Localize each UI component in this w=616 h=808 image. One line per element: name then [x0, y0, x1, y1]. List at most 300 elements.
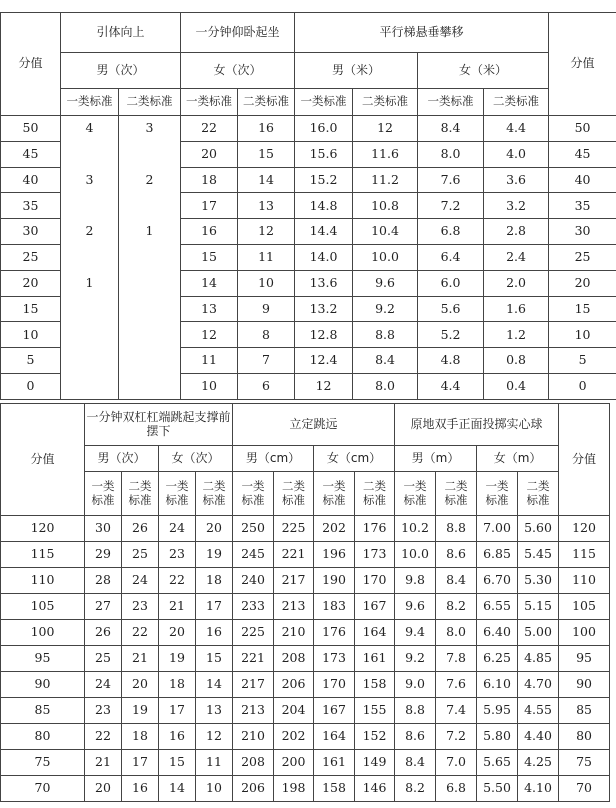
value-cell: 7	[238, 348, 295, 374]
score-cell: 95	[1, 646, 85, 672]
std2-label-bottom: 标准	[202, 492, 226, 507]
table-row	[1, 219, 616, 245]
value-cell: 12	[295, 373, 353, 399]
value-cell: 202	[314, 516, 355, 542]
value-cell: 183	[314, 594, 355, 620]
value-cell: 8.6	[436, 542, 477, 568]
value-cell: 202	[274, 724, 314, 750]
score-cell: 75	[559, 750, 610, 776]
value-cell: 1	[119, 219, 181, 245]
value-cell: 14	[159, 776, 196, 802]
value-cell: 27	[85, 594, 122, 620]
std2-header	[274, 472, 314, 516]
value-cell: 18	[196, 568, 233, 594]
value-cell	[61, 322, 119, 348]
value-cell: 2.0	[484, 270, 549, 296]
value-cell: 10.8	[353, 193, 418, 219]
std1-header: 一类标准	[418, 89, 484, 116]
value-cell: 28	[85, 568, 122, 594]
bars-male-unit: 男（次）	[85, 446, 159, 472]
std2-label-top: 二类	[526, 479, 550, 494]
value-cell: 5.95	[477, 698, 518, 724]
value-cell: 6.10	[477, 672, 518, 698]
score-cell: 50	[549, 116, 616, 142]
bars-female-unit: 女（次）	[159, 446, 233, 472]
value-cell: 5.65	[477, 750, 518, 776]
value-cell: 11	[181, 348, 238, 374]
value-cell: 18	[159, 672, 196, 698]
value-cell: 12.4	[295, 348, 353, 374]
score-cell: 120	[559, 516, 610, 542]
jump-male-unit: 男（cm）	[233, 446, 314, 472]
pullup-header: 引体向上	[61, 13, 181, 53]
value-cell: 8.4	[353, 348, 418, 374]
table-row	[1, 646, 610, 672]
ladder-female-unit: 女（米）	[418, 53, 549, 89]
value-cell: 25	[85, 646, 122, 672]
ball-male-unit: 男（m）	[395, 446, 477, 472]
value-cell: 4.25	[518, 750, 559, 776]
value-cell: 9.6	[395, 594, 436, 620]
value-cell: 29	[85, 542, 122, 568]
value-cell: 6.85	[477, 542, 518, 568]
value-cell: 20	[122, 672, 159, 698]
table-row	[1, 270, 616, 296]
score-cell: 5	[549, 348, 616, 374]
std1-label-top: 一类	[91, 479, 115, 494]
value-cell: 12.8	[295, 322, 353, 348]
score-cell: 0	[1, 373, 61, 399]
jump-female-unit: 女（cm）	[314, 446, 395, 472]
value-cell: 12	[353, 116, 418, 142]
value-cell: 8.4	[418, 116, 484, 142]
value-cell	[61, 296, 119, 322]
value-cell: 4.85	[518, 646, 559, 672]
value-cell: 7.2	[418, 193, 484, 219]
score-cell: 90	[559, 672, 610, 698]
value-cell: 250	[233, 516, 274, 542]
table-row	[1, 167, 616, 193]
value-cell: 13.2	[295, 296, 353, 322]
table-row	[1, 141, 616, 167]
value-cell: 9.0	[395, 672, 436, 698]
value-cell: 15.6	[295, 141, 353, 167]
value-cell: 17	[196, 594, 233, 620]
value-cell: 13.6	[295, 270, 353, 296]
value-cell: 5.60	[518, 516, 559, 542]
score-cell: 35	[549, 193, 616, 219]
value-cell: 15	[196, 646, 233, 672]
situp-header: 一分钟仰卧起坐	[181, 13, 295, 53]
value-cell: 23	[122, 594, 159, 620]
score-cell: 110	[559, 568, 610, 594]
pullup-male-unit: 男（次）	[61, 53, 181, 89]
value-cell	[119, 244, 181, 270]
value-cell: 16	[238, 116, 295, 142]
value-cell: 6.8	[418, 219, 484, 245]
std1-header: 一类标准	[295, 89, 353, 116]
value-cell: 173	[355, 542, 395, 568]
value-cell	[61, 244, 119, 270]
score-cell: 75	[1, 750, 85, 776]
std2-header: 二类标准	[353, 89, 418, 116]
value-cell: 12	[181, 322, 238, 348]
value-cell	[119, 296, 181, 322]
value-cell: 164	[355, 620, 395, 646]
score-cell: 110	[1, 568, 85, 594]
std2-label-bottom: 标准	[526, 492, 550, 507]
value-cell: 7.4	[436, 698, 477, 724]
value-cell: 2.8	[484, 219, 549, 245]
value-cell: 7.00	[477, 516, 518, 542]
score-cell: 30	[549, 219, 616, 245]
bars-jump-ball-table	[0, 403, 610, 802]
value-cell: 4	[61, 116, 119, 142]
value-cell: 200	[274, 750, 314, 776]
score-cell: 100	[1, 620, 85, 646]
value-cell: 16	[196, 620, 233, 646]
value-cell: 9.2	[395, 646, 436, 672]
std2-label-bottom: 标准	[363, 492, 387, 507]
value-cell: 161	[314, 750, 355, 776]
value-cell: 21	[122, 646, 159, 672]
value-cell: 10.0	[395, 542, 436, 568]
score-cell: 45	[1, 141, 61, 167]
standing-jump-header: 立定跳远	[233, 404, 395, 446]
value-cell: 5.00	[518, 620, 559, 646]
std2-label-top: 二类	[202, 479, 226, 494]
score-cell: 25	[549, 244, 616, 270]
value-cell: 8.8	[353, 322, 418, 348]
value-cell: 22	[159, 568, 196, 594]
value-cell: 20	[85, 776, 122, 802]
value-cell: 13	[181, 296, 238, 322]
value-cell: 3.2	[484, 193, 549, 219]
value-cell: 4.55	[518, 698, 559, 724]
value-cell: 221	[274, 542, 314, 568]
score-cell: 25	[1, 244, 61, 270]
value-cell: 10	[181, 373, 238, 399]
value-cell: 15.2	[295, 167, 353, 193]
std2-header	[122, 472, 159, 516]
value-cell: 210	[233, 724, 274, 750]
score-header-right: 分值	[549, 13, 616, 116]
score-cell: 105	[559, 594, 610, 620]
score-cell: 40	[1, 167, 61, 193]
value-cell: 8.0	[353, 373, 418, 399]
std1-label-bottom: 标准	[91, 492, 115, 507]
value-cell: 3	[61, 167, 119, 193]
value-cell: 2.4	[484, 244, 549, 270]
value-cell: 1	[61, 270, 119, 296]
value-cell: 176	[314, 620, 355, 646]
value-cell: 164	[314, 724, 355, 750]
value-cell: 204	[274, 698, 314, 724]
value-cell: 9	[238, 296, 295, 322]
value-cell: 10.2	[395, 516, 436, 542]
value-cell: 16	[159, 724, 196, 750]
value-cell: 22	[181, 116, 238, 142]
value-cell: 11	[238, 244, 295, 270]
value-cell: 7.0	[436, 750, 477, 776]
std1-header	[159, 472, 196, 516]
value-cell: 6	[238, 373, 295, 399]
value-cell: 19	[159, 646, 196, 672]
value-cell: 19	[196, 542, 233, 568]
value-cell: 13	[196, 698, 233, 724]
table-row	[1, 244, 616, 270]
value-cell: 6.40	[477, 620, 518, 646]
value-cell: 245	[233, 542, 274, 568]
value-cell: 6.25	[477, 646, 518, 672]
value-cell: 3	[119, 116, 181, 142]
value-cell: 16.0	[295, 116, 353, 142]
score-cell: 15	[1, 296, 61, 322]
table-row	[1, 594, 610, 620]
value-cell: 8.0	[436, 620, 477, 646]
score-cell: 115	[559, 542, 610, 568]
value-cell: 146	[355, 776, 395, 802]
value-cell: 5.50	[477, 776, 518, 802]
score-header-left: 分值	[1, 404, 85, 516]
pullup-situp-ladder-table	[0, 12, 616, 400]
value-cell: 5.45	[518, 542, 559, 568]
value-cell: 206	[233, 776, 274, 802]
value-cell: 10.4	[353, 219, 418, 245]
value-cell: 221	[233, 646, 274, 672]
score-cell: 40	[549, 167, 616, 193]
value-cell: 6.4	[418, 244, 484, 270]
score-cell: 90	[1, 672, 85, 698]
std1-label-top: 一类	[165, 479, 189, 494]
score-cell: 85	[1, 698, 85, 724]
value-cell: 16	[122, 776, 159, 802]
std1-label-bottom: 标准	[241, 492, 265, 507]
score-cell: 10	[549, 322, 616, 348]
value-cell	[119, 348, 181, 374]
score-cell: 30	[1, 219, 61, 245]
value-cell: 225	[233, 620, 274, 646]
table-row	[1, 516, 610, 542]
std2-label-top: 二类	[444, 479, 468, 494]
value-cell: 158	[355, 672, 395, 698]
value-cell: 13	[238, 193, 295, 219]
score-cell: 50	[1, 116, 61, 142]
value-cell: 10.0	[353, 244, 418, 270]
value-cell: 24	[159, 516, 196, 542]
value-cell: 14	[196, 672, 233, 698]
std2-label-bottom: 标准	[282, 492, 306, 507]
value-cell: 8.0	[418, 141, 484, 167]
std1-header	[314, 472, 355, 516]
std1-label-bottom: 标准	[165, 492, 189, 507]
value-cell: 15	[238, 141, 295, 167]
score-cell: 115	[1, 542, 85, 568]
value-cell: 5.15	[518, 594, 559, 620]
std1-header	[85, 472, 122, 516]
table-row	[1, 116, 616, 142]
value-cell	[61, 348, 119, 374]
value-cell: 17	[181, 193, 238, 219]
value-cell: 208	[274, 646, 314, 672]
score-cell: 5	[1, 348, 61, 374]
ball-female-unit: 女（m）	[477, 446, 559, 472]
value-cell: 208	[233, 750, 274, 776]
std2-header: 二类标准	[238, 89, 295, 116]
score-cell: 80	[559, 724, 610, 750]
std2-header	[518, 472, 559, 516]
value-cell: 3.6	[484, 167, 549, 193]
std2-label-top: 二类	[363, 479, 387, 494]
value-cell: 18	[122, 724, 159, 750]
value-cell: 6.0	[418, 270, 484, 296]
std1-header: 一类标准	[61, 89, 119, 116]
value-cell: 5.80	[477, 724, 518, 750]
table-row	[1, 373, 616, 399]
value-cell: 25	[122, 542, 159, 568]
value-cell: 4.0	[484, 141, 549, 167]
ladder-male-unit: 男（米）	[295, 53, 418, 89]
value-cell: 9.2	[353, 296, 418, 322]
value-cell: 225	[274, 516, 314, 542]
value-cell	[119, 141, 181, 167]
score-cell: 80	[1, 724, 85, 750]
value-cell: 206	[274, 672, 314, 698]
std2-header: 二类标准	[484, 89, 549, 116]
value-cell: 213	[274, 594, 314, 620]
value-cell: 8	[238, 322, 295, 348]
value-cell: 15	[181, 244, 238, 270]
value-cell: 173	[314, 646, 355, 672]
score-cell: 45	[549, 141, 616, 167]
score-cell: 85	[559, 698, 610, 724]
value-cell: 22	[85, 724, 122, 750]
value-cell: 30	[85, 516, 122, 542]
value-cell	[61, 373, 119, 399]
value-cell: 18	[181, 167, 238, 193]
value-cell	[61, 141, 119, 167]
std2-label-bottom: 标准	[128, 492, 152, 507]
value-cell	[119, 193, 181, 219]
table-row	[1, 750, 610, 776]
value-cell: 22	[122, 620, 159, 646]
std2-header	[355, 472, 395, 516]
value-cell: 8.4	[436, 568, 477, 594]
medicine-ball-header: 原地双手正面投掷实心球	[395, 404, 559, 446]
value-cell	[119, 322, 181, 348]
std1-header	[477, 472, 518, 516]
value-cell: 158	[314, 776, 355, 802]
std1-label-top: 一类	[241, 479, 265, 494]
table-row	[1, 724, 610, 750]
value-cell: 4.4	[418, 373, 484, 399]
value-cell: 4.4	[484, 116, 549, 142]
value-cell: 11	[196, 750, 233, 776]
table-row	[1, 348, 616, 374]
value-cell: 170	[355, 568, 395, 594]
score-cell: 120	[1, 516, 85, 542]
score-cell: 70	[1, 776, 85, 802]
parallel-bars-header: 一分钟双杠杠端跳起支撑前摆下	[85, 404, 233, 446]
value-cell	[119, 270, 181, 296]
value-cell: 8.8	[436, 516, 477, 542]
value-cell: 24	[122, 568, 159, 594]
score-cell: 10	[1, 322, 61, 348]
score-cell: 20	[549, 270, 616, 296]
value-cell: 8.4	[395, 750, 436, 776]
value-cell: 9.8	[395, 568, 436, 594]
value-cell: 210	[274, 620, 314, 646]
value-cell: 15	[159, 750, 196, 776]
score-cell: 35	[1, 193, 61, 219]
std1-label-top: 一类	[322, 479, 346, 494]
value-cell: 9.6	[353, 270, 418, 296]
table-row	[1, 620, 610, 646]
value-cell: 8.2	[395, 776, 436, 802]
table-row	[1, 776, 610, 802]
value-cell: 7.6	[418, 167, 484, 193]
value-cell: 4.40	[518, 724, 559, 750]
value-cell: 161	[355, 646, 395, 672]
std1-header	[395, 472, 436, 516]
value-cell: 0.8	[484, 348, 549, 374]
value-cell	[61, 193, 119, 219]
value-cell: 152	[355, 724, 395, 750]
value-cell: 21	[159, 594, 196, 620]
std1-header	[233, 472, 274, 516]
value-cell: 14.8	[295, 193, 353, 219]
value-cell: 196	[314, 542, 355, 568]
score-cell: 95	[559, 646, 610, 672]
value-cell: 4.10	[518, 776, 559, 802]
value-cell: 10	[238, 270, 295, 296]
value-cell: 1.2	[484, 322, 549, 348]
value-cell: 167	[314, 698, 355, 724]
std2-header	[196, 472, 233, 516]
value-cell: 23	[159, 542, 196, 568]
value-cell: 19	[122, 698, 159, 724]
value-cell: 217	[233, 672, 274, 698]
value-cell: 5.6	[418, 296, 484, 322]
score-cell: 20	[1, 270, 61, 296]
value-cell: 8.6	[395, 724, 436, 750]
value-cell: 4.8	[418, 348, 484, 374]
value-cell: 12	[196, 724, 233, 750]
value-cell: 11.6	[353, 141, 418, 167]
value-cell: 11.2	[353, 167, 418, 193]
value-cell: 213	[233, 698, 274, 724]
value-cell: 176	[355, 516, 395, 542]
value-cell: 9.4	[395, 620, 436, 646]
value-cell: 16	[181, 219, 238, 245]
table-row	[1, 698, 610, 724]
value-cell: 5.30	[518, 568, 559, 594]
value-cell: 167	[355, 594, 395, 620]
std1-header: 一类标准	[181, 89, 238, 116]
table-row	[1, 193, 616, 219]
score-cell: 70	[559, 776, 610, 802]
score-cell: 105	[1, 594, 85, 620]
score-cell: 15	[549, 296, 616, 322]
std1-label-bottom: 标准	[403, 492, 427, 507]
value-cell: 20	[181, 141, 238, 167]
value-cell: 2	[61, 219, 119, 245]
value-cell: 6.55	[477, 594, 518, 620]
std2-header: 二类标准	[119, 89, 181, 116]
std2-label-top: 二类	[128, 479, 152, 494]
value-cell: 20	[196, 516, 233, 542]
value-cell: 0.4	[484, 373, 549, 399]
